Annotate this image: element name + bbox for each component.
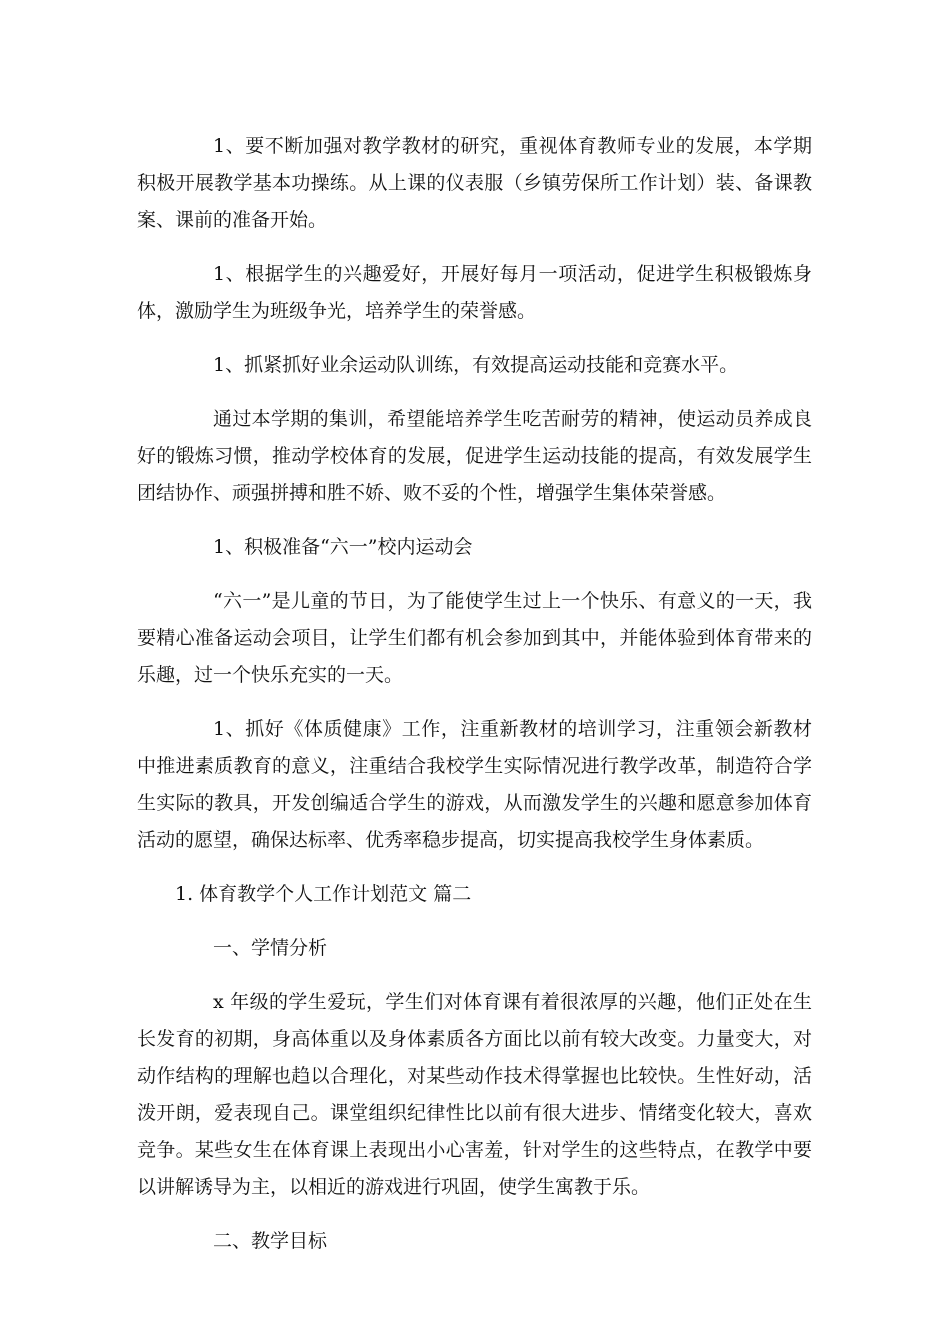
paragraph-6: “六一”是儿童的节日，为了能使学生过上一个快乐、有意义的一天，我要精心准备运动会项目，让学生们都有机会参加到其中，并能体验到体育带来的乐趣，过一个快乐充实的一天。 [137, 590, 812, 686]
paragraph-4: 通过本学期的集训，希望能培养学生吃苦耐劳的精神，使运动员养成良好的锻炼习惯，推动学校体育的发展，促进学生运动技能的提高，有效发展学生团结协作、顽强拼搏和胜不娇、败不妥的个性，增强学生集体荣誉感。 [137, 408, 812, 504]
paragraph-5: 1、积极准备“六一”校内运动会 [213, 536, 473, 558]
paragraph-1: 1、要不断加强对教学教材的研究，重视体育教师专业的发展，本学期积极开展教学基本功操练。从上课的仪表服（乡镇劳保所工作计划）装、备课教案、课前的准备开始。 [137, 135, 812, 231]
paragraph-3: 1、抓紧抓好业余运动队训练，有效提高运动技能和竞赛水平。 [213, 354, 739, 376]
section-title: 1. 体育教学个人工作计划范文 篇二 [175, 883, 472, 905]
paragraph-2: 1、根据学生的兴趣爱好，开展好每月一项活动，促进学生积极锻炼身体，激励学生为班级争光，培养学生的荣誉感。 [137, 263, 812, 322]
paragraph-analysis: x 年级的学生爱玩，学生们对体育课有着很浓厚的兴趣，他们正处在生长发育的初期，身高体重以及身体素质各方面比以前有较大改变。力量变大，对动作结构的理解也趋以合理化，对某些动作技术得掌握也比较快。生性好动，活泼开朗，爱表现自己。课堂组织纪律性比以前有很大进步、情绪变化较大，喜欢竞争。某些女生在体育课上表现出小心害羞，针对学生的这些特点，在教学中要以讲解诱导为主，以相近的游戏进行巩固，使学生寓教于乐。 [137, 991, 812, 1198]
subheading-goals: 二、教学目标 [213, 1230, 328, 1252]
paragraph-7: 1、抓好《体质健康》工作，注重新教材的培训学习，注重领会新教材中推进素质教育的意义，注重结合我校学生实际情况进行教学改革，制造符合学生实际的教具，开发创编适合学生的游戏，从而激发学生的兴趣和愿意参加体育活动的愿望，确保达标率、优秀率稳步提高，切实提高我校学生身体素质。 [137, 718, 812, 851]
subheading-analysis: 一、学情分析 [213, 937, 328, 959]
document-page [137, 128, 812, 1277]
